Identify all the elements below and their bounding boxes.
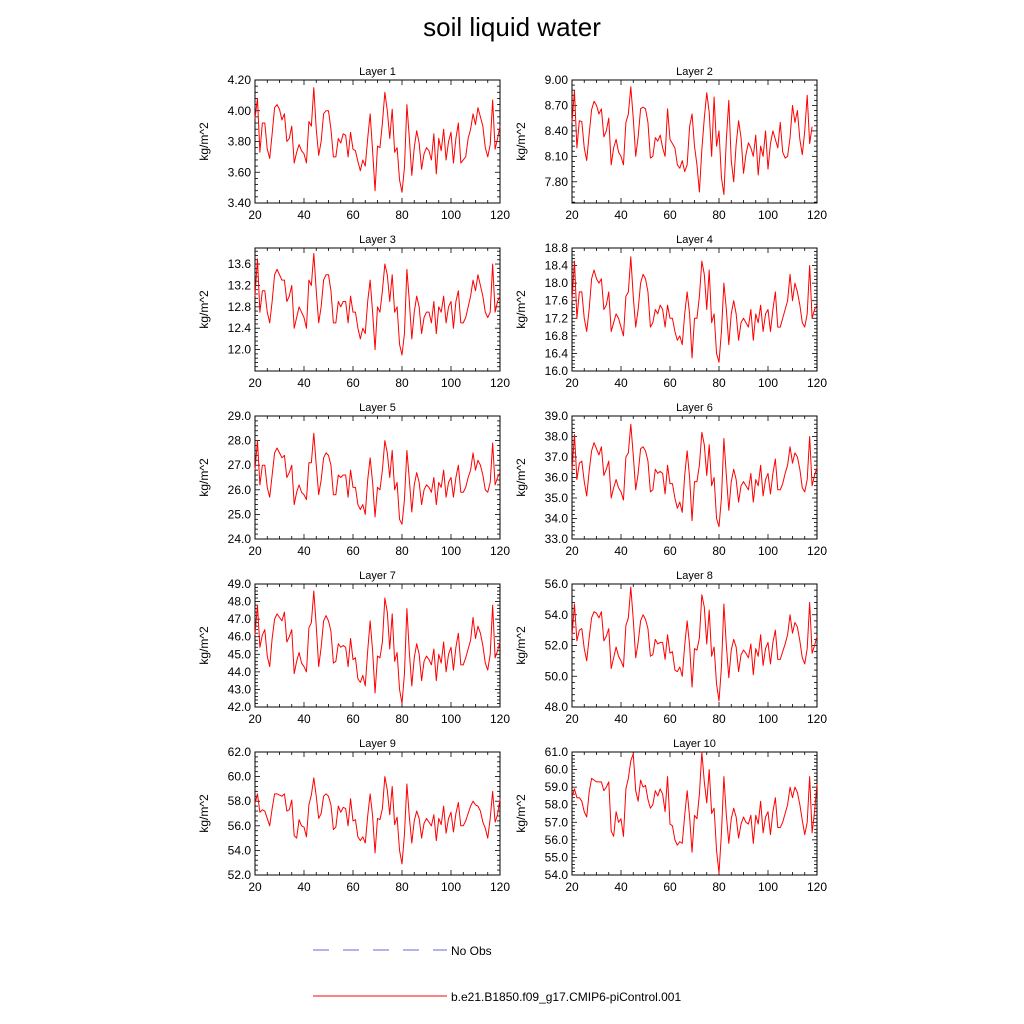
x-tick-label: 120 bbox=[489, 712, 511, 726]
y-tick-label: 48.0 bbox=[227, 594, 251, 609]
y-tick-label: 52.0 bbox=[544, 638, 568, 653]
y-tick-label: 16.4 bbox=[544, 346, 568, 361]
x-tick-label: 120 bbox=[489, 376, 511, 390]
chart-panel-8 bbox=[514, 570, 827, 726]
series-line-model bbox=[255, 88, 500, 193]
x-tick-label: 40 bbox=[297, 712, 311, 726]
y-tick-label: 26.0 bbox=[227, 482, 251, 497]
x-tick-label: 40 bbox=[614, 376, 628, 390]
x-tick-label: 80 bbox=[712, 208, 726, 222]
y-tick-label: 4.20 bbox=[227, 73, 251, 87]
y-tick-label: 54.0 bbox=[544, 868, 568, 882]
chart-panel-5 bbox=[197, 402, 510, 558]
y-tick-label: 58.0 bbox=[544, 797, 568, 812]
y-tick-label: 3.40 bbox=[227, 196, 251, 210]
y-axis-label: kg/m^2 bbox=[197, 626, 211, 665]
legend bbox=[313, 944, 681, 1004]
x-tick-label: 100 bbox=[440, 712, 462, 726]
y-tick-label: 42.0 bbox=[227, 700, 251, 714]
y-tick-label: 18.8 bbox=[544, 241, 568, 255]
x-tick-label: 60 bbox=[663, 544, 677, 558]
y-tick-label: 37.0 bbox=[544, 450, 568, 464]
x-tick-label: 40 bbox=[297, 544, 311, 558]
x-tick-label: 40 bbox=[614, 712, 628, 726]
series-line-model bbox=[255, 591, 500, 703]
plot-frame bbox=[255, 80, 500, 203]
y-tick-label: 56.0 bbox=[544, 577, 568, 591]
y-tick-label: 3.60 bbox=[227, 165, 251, 180]
y-tick-label: 16.8 bbox=[544, 328, 568, 343]
series-line-model bbox=[572, 87, 812, 195]
y-axis-label: kg/m^2 bbox=[197, 290, 211, 329]
y-tick-label: 8.70 bbox=[544, 98, 568, 113]
x-tick-label: 80 bbox=[395, 376, 409, 390]
x-tick-label: 80 bbox=[712, 376, 726, 390]
x-tick-label: 120 bbox=[806, 376, 828, 390]
x-tick-label: 80 bbox=[395, 544, 409, 558]
x-tick-label: 60 bbox=[346, 880, 360, 894]
x-tick-label: 40 bbox=[297, 208, 311, 222]
y-tick-label: 62.0 bbox=[227, 745, 251, 759]
x-tick-label: 40 bbox=[297, 376, 311, 390]
plot-frame bbox=[572, 248, 817, 371]
chart-panels bbox=[197, 66, 827, 894]
y-tick-label: 47.0 bbox=[227, 612, 251, 627]
y-axis-label: kg/m^2 bbox=[197, 122, 211, 161]
y-tick-label: 12.4 bbox=[227, 321, 251, 336]
series-line-model bbox=[255, 777, 500, 864]
y-tick-label: 55.0 bbox=[544, 850, 568, 865]
y-tick-label: 38.0 bbox=[544, 429, 568, 444]
x-tick-label: 100 bbox=[757, 544, 779, 558]
series-line-model bbox=[255, 433, 500, 524]
x-tick-label: 100 bbox=[440, 376, 462, 390]
x-tick-label: 60 bbox=[346, 544, 360, 558]
y-tick-label: 59.0 bbox=[544, 780, 568, 795]
y-tick-label: 17.2 bbox=[544, 311, 568, 326]
x-tick-label: 100 bbox=[757, 376, 779, 390]
panel-title: Layer 9 bbox=[359, 738, 396, 750]
y-tick-label: 18.4 bbox=[544, 258, 568, 273]
y-tick-label: 12.8 bbox=[227, 299, 251, 314]
x-tick-label: 120 bbox=[489, 208, 511, 222]
x-tick-label: 80 bbox=[712, 880, 726, 894]
x-tick-label: 20 bbox=[248, 376, 262, 390]
chart-panel-10 bbox=[514, 738, 827, 894]
panel-title: Layer 7 bbox=[359, 570, 396, 582]
y-tick-label: 58.0 bbox=[227, 794, 251, 809]
x-tick-label: 60 bbox=[663, 208, 677, 222]
y-tick-label: 56.0 bbox=[227, 818, 251, 833]
x-tick-label: 80 bbox=[712, 712, 726, 726]
panel-title: Layer 6 bbox=[676, 402, 713, 414]
y-tick-label: 27.0 bbox=[227, 458, 251, 473]
x-tick-label: 80 bbox=[395, 208, 409, 222]
y-tick-label: 3.80 bbox=[227, 134, 251, 149]
y-tick-label: 61.0 bbox=[544, 745, 568, 759]
y-tick-label: 34.0 bbox=[544, 511, 568, 526]
y-tick-label: 28.0 bbox=[227, 433, 251, 448]
x-tick-label: 60 bbox=[346, 376, 360, 390]
y-tick-label: 25.0 bbox=[227, 507, 251, 522]
plot-frame bbox=[572, 416, 817, 539]
y-tick-label: 60.0 bbox=[544, 762, 568, 777]
panel-title: Layer 8 bbox=[676, 570, 713, 582]
chart-panel-4 bbox=[514, 234, 827, 390]
series-line-model bbox=[572, 752, 817, 873]
y-tick-label: 9.00 bbox=[544, 73, 568, 87]
x-tick-label: 80 bbox=[712, 544, 726, 558]
y-tick-label: 18.0 bbox=[544, 276, 568, 291]
y-axis-label: kg/m^2 bbox=[514, 458, 528, 497]
y-tick-label: 24.0 bbox=[227, 532, 251, 546]
x-tick-label: 20 bbox=[565, 712, 579, 726]
y-tick-label: 13.2 bbox=[227, 278, 251, 293]
x-tick-label: 40 bbox=[614, 880, 628, 894]
panel-title: Layer 1 bbox=[359, 66, 396, 78]
legend-model-label: b.e21.B1850.f09_g17.CMIP6-piControl.001 bbox=[451, 990, 682, 1004]
series-line-model bbox=[255, 253, 500, 355]
panel-title: Layer 4 bbox=[676, 234, 713, 246]
y-tick-label: 13.6 bbox=[227, 257, 251, 272]
y-axis-label: kg/m^2 bbox=[514, 794, 528, 833]
y-tick-label: 54.0 bbox=[227, 843, 251, 858]
y-axis-label: kg/m^2 bbox=[514, 290, 528, 329]
chart-panel-3 bbox=[197, 234, 510, 390]
x-tick-label: 20 bbox=[248, 208, 262, 222]
x-tick-label: 100 bbox=[757, 208, 779, 222]
chart-panel-1 bbox=[197, 66, 510, 222]
series-line-model bbox=[572, 257, 817, 362]
y-tick-label: 45.0 bbox=[227, 647, 251, 662]
x-tick-label: 60 bbox=[346, 208, 360, 222]
x-tick-label: 20 bbox=[248, 712, 262, 726]
y-tick-label: 35.0 bbox=[544, 491, 568, 505]
x-tick-label: 100 bbox=[440, 544, 462, 558]
series-line-model bbox=[572, 587, 817, 701]
chart-panel-6 bbox=[514, 402, 827, 558]
x-tick-label: 120 bbox=[806, 712, 828, 726]
panel-title: Layer 3 bbox=[359, 234, 396, 246]
plot-frame bbox=[572, 752, 817, 875]
x-tick-label: 100 bbox=[440, 208, 462, 222]
plot-frame bbox=[255, 584, 500, 707]
x-tick-label: 80 bbox=[395, 712, 409, 726]
x-tick-label: 120 bbox=[489, 880, 511, 894]
y-tick-label: 16.0 bbox=[544, 364, 568, 378]
y-tick-label: 54.0 bbox=[544, 607, 568, 622]
y-tick-label: 57.0 bbox=[544, 815, 568, 830]
panel-title: Layer 2 bbox=[676, 66, 713, 78]
y-tick-label: 56.0 bbox=[544, 832, 568, 847]
plot-frame bbox=[572, 584, 817, 707]
x-tick-label: 120 bbox=[489, 544, 511, 558]
plot-frame bbox=[255, 416, 500, 539]
x-tick-label: 20 bbox=[565, 376, 579, 390]
y-tick-label: 12.0 bbox=[227, 342, 251, 357]
x-tick-label: 20 bbox=[248, 544, 262, 558]
x-tick-label: 120 bbox=[806, 208, 828, 222]
chart-panel-7 bbox=[197, 570, 510, 726]
y-tick-label: 43.0 bbox=[227, 682, 251, 697]
y-tick-label: 8.10 bbox=[544, 149, 568, 164]
y-tick-label: 7.80 bbox=[544, 174, 568, 189]
plot-frame bbox=[255, 752, 500, 875]
x-tick-label: 40 bbox=[614, 544, 628, 558]
chart-panel-9 bbox=[197, 738, 510, 894]
x-tick-label: 120 bbox=[806, 544, 828, 558]
y-tick-label: 48.0 bbox=[544, 700, 568, 714]
y-tick-label: 8.40 bbox=[544, 123, 568, 138]
panel-title: Layer 5 bbox=[359, 402, 396, 414]
series-line-model bbox=[572, 424, 817, 527]
panel-title: Layer 10 bbox=[673, 738, 716, 750]
x-tick-label: 20 bbox=[565, 544, 579, 558]
x-tick-label: 80 bbox=[395, 880, 409, 894]
y-tick-label: 49.0 bbox=[227, 577, 251, 591]
legend-no-obs-label: No Obs bbox=[451, 944, 492, 958]
x-tick-label: 100 bbox=[757, 880, 779, 894]
y-tick-label: 46.0 bbox=[227, 629, 251, 644]
y-tick-label: 29.0 bbox=[227, 409, 251, 423]
y-tick-label: 50.0 bbox=[544, 669, 568, 684]
y-tick-label: 17.6 bbox=[544, 293, 568, 308]
x-tick-label: 40 bbox=[614, 208, 628, 222]
x-tick-label: 60 bbox=[663, 376, 677, 390]
y-tick-label: 39.0 bbox=[544, 409, 568, 423]
x-tick-label: 60 bbox=[346, 712, 360, 726]
y-axis-label: kg/m^2 bbox=[514, 626, 528, 665]
y-axis-label: kg/m^2 bbox=[197, 794, 211, 833]
x-tick-label: 20 bbox=[248, 880, 262, 894]
y-tick-label: 44.0 bbox=[227, 664, 251, 679]
x-tick-label: 100 bbox=[757, 712, 779, 726]
y-tick-label: 36.0 bbox=[544, 470, 568, 485]
x-tick-label: 40 bbox=[297, 880, 311, 894]
x-tick-label: 100 bbox=[440, 880, 462, 894]
x-tick-label: 60 bbox=[663, 712, 677, 726]
y-tick-label: 60.0 bbox=[227, 769, 251, 784]
x-tick-label: 20 bbox=[565, 880, 579, 894]
y-tick-label: 52.0 bbox=[227, 868, 251, 882]
y-tick-label: 4.00 bbox=[227, 103, 251, 118]
page-title: soil liquid water bbox=[423, 12, 601, 42]
x-tick-label: 20 bbox=[565, 208, 579, 222]
y-axis-label: kg/m^2 bbox=[197, 458, 211, 497]
chart-panel-2 bbox=[514, 66, 827, 222]
x-tick-label: 120 bbox=[806, 880, 828, 894]
y-tick-label: 33.0 bbox=[544, 532, 568, 546]
x-tick-label: 60 bbox=[663, 880, 677, 894]
y-axis-label: kg/m^2 bbox=[514, 122, 528, 161]
